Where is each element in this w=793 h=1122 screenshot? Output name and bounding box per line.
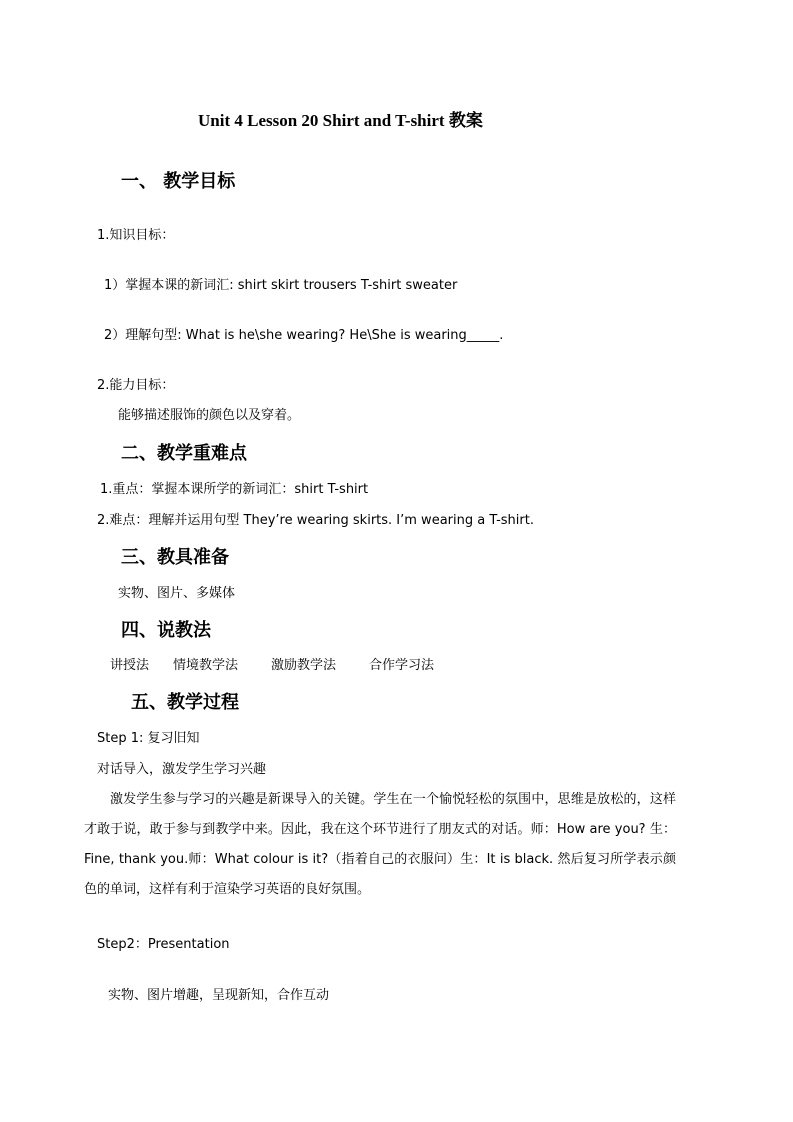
- step1-label: Step 1: 复习旧知: [97, 731, 200, 746]
- section-heading-objectives: 一、 教学目标: [121, 171, 236, 192]
- ability-objective-label: 2.能力目标：: [97, 378, 175, 393]
- step1-paragraph: 激发学生参与学习的兴趣是新课导入的关键。学生在一个愉悦轻松的氛围中，思维是放松的，这样才敢于说，敢于参与到教学中来。因此，我在这个环节进行了朋友式的对话。师：How are you? 生：Fine, thank you.师：What colour is it?（指着自己的衣服问）生：It is black. 然后复习所学表示颜色的单词，这样有利于渲染学习英语的良好氛围。: [84, 792, 676, 897]
- document-title: Unit 4 Lesson 20 Shirt and T-shirt 教案: [198, 111, 483, 130]
- ability-objective-text: 能够描述服饰的颜色以及穿着。: [118, 408, 301, 423]
- section-heading-process: 五、教学过程: [131, 692, 239, 713]
- method-item: 情境教学法: [173, 658, 239, 673]
- step2-label: Step2：Presentation: [97, 937, 230, 952]
- step2-subtitle: 实物、图片增趣，呈现新知，合作互动: [108, 988, 330, 1003]
- section-heading-methods: 四、说教法: [121, 620, 211, 641]
- knowledge-objective-sentence: 2）理解句型: What is he\she wearing? He\She is wearing_____.: [104, 328, 504, 343]
- step1-subtitle: 对话导入，激发学生学习兴趣: [97, 762, 267, 777]
- section-heading-teaching-aids: 三、教具准备: [121, 547, 229, 568]
- knowledge-objective-vocabulary: 1）掌握本课的新词汇: shirt skirt trousers T-shirt sweater: [104, 278, 458, 293]
- difficult-point: 2.难点：理解并运用句型 They’re wearing skirts. I’m wearing a T-shirt.: [97, 513, 534, 528]
- method-item: 讲授法: [110, 658, 150, 673]
- knowledge-objective-label: 1.知识目标：: [97, 228, 175, 243]
- method-item: 合作学习法: [369, 658, 435, 673]
- teaching-aids-text: 实物、图片、多媒体: [118, 586, 236, 601]
- key-point: 1.重点：掌握本课所学的新词汇：shirt T-shirt: [100, 482, 369, 497]
- method-item: 激励教学法: [271, 658, 337, 673]
- section-heading-key-points: 二、教学重难点: [121, 443, 247, 464]
